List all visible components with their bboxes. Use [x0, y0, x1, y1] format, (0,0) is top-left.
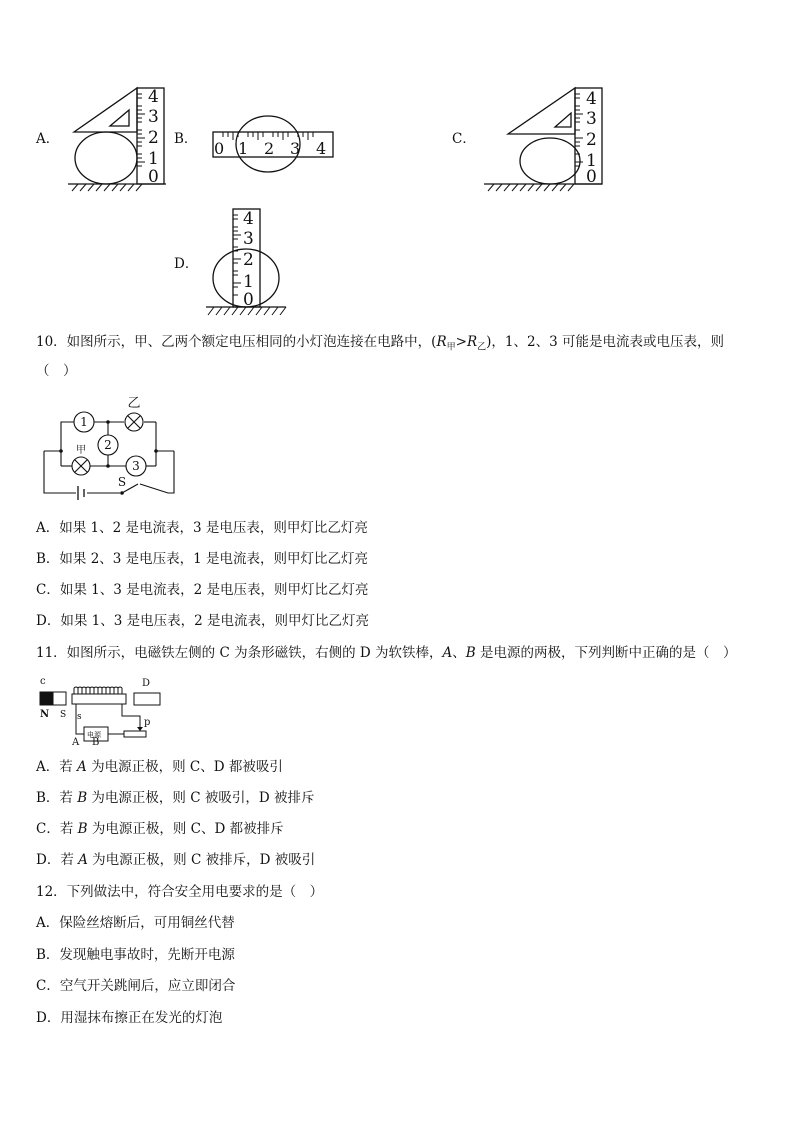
- q9-figure-b: [210, 112, 336, 174]
- power-source-label: 电源: [87, 731, 101, 739]
- switch-label: S: [117, 475, 127, 489]
- q10-option-b[interactable]: B．如果 2、3 是电压表，1 是电流表，则甲灯比乙灯亮: [36, 551, 369, 567]
- pole-b-label: B: [92, 737, 100, 748]
- iron-d-label: D: [142, 678, 151, 689]
- q11-electromagnet-diagram: [36, 672, 166, 748]
- q12-stem: 12．下列做法中，符合安全用电要求的是（ ）: [36, 884, 324, 900]
- ruler-tick-label: 1: [243, 272, 254, 292]
- q9-figure-c: [480, 82, 610, 192]
- ruler-tick-label: 0: [243, 290, 254, 310]
- magnet-c-label: c: [40, 676, 46, 687]
- ruler-tick-label: 3: [148, 107, 159, 127]
- ruler-tick-label: 3: [586, 109, 597, 129]
- ruler-tick-label: 3: [290, 139, 301, 158]
- q10-option-a[interactable]: A．如果 1、2 是电流表，3 是电压表，则甲灯比乙灯亮: [36, 520, 368, 536]
- q9-option-a-label: A．: [36, 131, 60, 147]
- q9-option-d-label: D．: [174, 256, 199, 272]
- q11-option-b[interactable]: B．若 B 为电源正极，则 C 被吸引，D 被排斥: [36, 790, 315, 806]
- meter-3-label: 3: [132, 459, 140, 473]
- ruler-tick-label: 3: [243, 229, 254, 249]
- q9-option-c-label: C．: [452, 131, 476, 147]
- ruler-tick-label: 2: [243, 250, 254, 270]
- ruler-tick-label: 4: [586, 89, 597, 109]
- q12-option-d[interactable]: D．用湿抹布擦正在发光的灯泡: [36, 1010, 223, 1026]
- q12-option-b[interactable]: B．发现触电事故时，先断开电源: [36, 947, 235, 963]
- q10-circuit-diagram: [40, 392, 180, 504]
- slider-p-label: p: [144, 717, 151, 728]
- magnet-n-label: N: [40, 709, 50, 720]
- q11-stem: 11．如图所示，电磁铁左侧的 C 为条形磁铁，右侧的 D 为软铁棒，A、B 是电源的两极，下列判断中正确的是（ ）: [36, 645, 737, 661]
- q10-option-c[interactable]: C．如果 1、3 是电流表，2 是电压表，则甲灯比乙灯亮: [36, 582, 369, 598]
- ruler-tick-label: 4: [148, 87, 159, 107]
- ruler-tick-label: 0: [586, 167, 597, 187]
- lamp-jia-label: 甲: [76, 445, 86, 456]
- ruler-tick-label: 2: [148, 128, 159, 148]
- ruler-tick-label: 1: [238, 139, 249, 158]
- q11-option-a[interactable]: A．若 A 为电源正极，则 C、D 都被吸引: [36, 759, 283, 775]
- meter-1-label: 1: [80, 415, 88, 429]
- ruler-tick-label: 0: [148, 167, 159, 187]
- q11-option-c[interactable]: C．若 B 为电源正极，则 C、D 都被排斥: [36, 821, 284, 837]
- q12-option-a[interactable]: A．保险丝熔断后，可用铜丝代替: [36, 915, 235, 931]
- q9-figure-a: [60, 82, 180, 192]
- meter-2-label: 2: [104, 438, 112, 452]
- q10-stem-bracket: （ ）: [36, 363, 77, 379]
- coil-s-label: s: [77, 712, 82, 722]
- ruler-tick-label: 4: [316, 139, 327, 158]
- q10-stem: 10．如图所示，甲、乙两个额定电压相同的小灯泡连接在电路中，$(R_甲>R_乙)$，1、2、3 可能是电流表或电压表，则: [36, 334, 724, 353]
- q9-figure-d: [200, 205, 290, 320]
- magnet-s-label: S: [60, 710, 67, 720]
- ruler-tick-label: 2: [586, 130, 597, 150]
- lamp-yi-label: 乙: [127, 396, 141, 411]
- q12-option-c[interactable]: C．空气开关跳闸后，应立即闭合: [36, 978, 236, 994]
- ruler-tick-label: 1: [148, 149, 159, 169]
- ruler-tick-label: 4: [243, 209, 254, 229]
- pole-a-label: A: [72, 737, 80, 748]
- ruler-tick-label: 0: [214, 139, 225, 158]
- q10-option-d[interactable]: D．如果 1、3 是电压表，2 是电流表，则甲灯比乙灯亮: [36, 613, 369, 629]
- ruler-tick-label: 1: [586, 151, 597, 171]
- q11-option-d[interactable]: D．若 A 为电源正极，则 C 被排斥，D 被吸引: [36, 852, 316, 868]
- ruler-tick-label: 2: [264, 139, 275, 158]
- q9-option-b-label: B．: [174, 131, 198, 147]
